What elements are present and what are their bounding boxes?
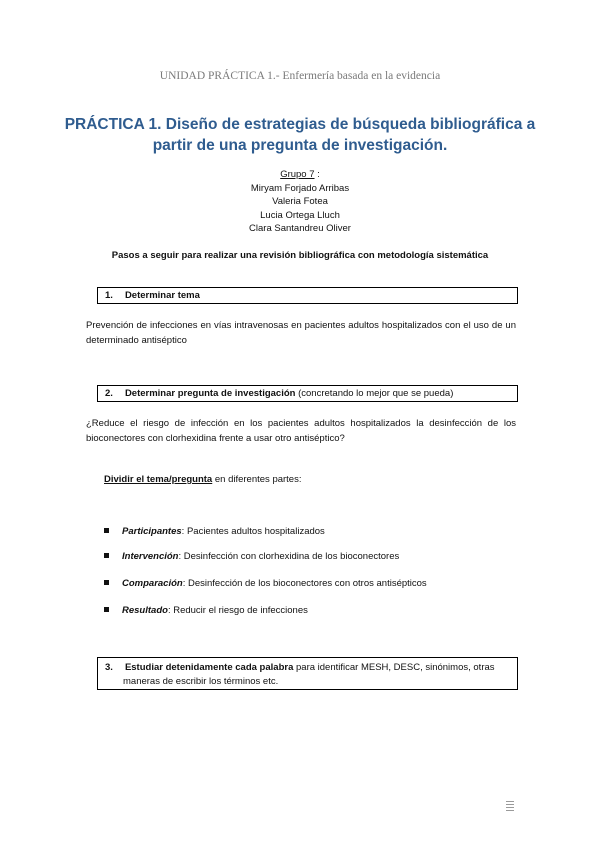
group-suffix: : (314, 169, 320, 180)
page-lines-icon (506, 801, 514, 813)
group-member: Miryam Forjado Arribas (250, 182, 350, 194)
group-member: Valeria Fotea (272, 196, 328, 207)
pico-text: : Desinfección de los bioconectores con otros antisépticos (182, 578, 427, 589)
step1-number: 1. (105, 290, 113, 301)
step3-number: 3. (105, 662, 113, 673)
step3-text-1: para identificar MESH, DESC, sinónimos, otras (293, 662, 495, 673)
list-item (104, 578, 427, 589)
list-item (104, 526, 325, 537)
divide-line (104, 472, 524, 487)
title-line-2: partir de una pregunta de investigación. (152, 137, 448, 154)
step2-note: (concretando lo mejor que se pueda) (295, 388, 454, 399)
steps-heading: Pasos a seguir para realizar una revisión bibliográfica con metodología sistemática (111, 250, 489, 261)
pico-label: Intervención (122, 551, 179, 562)
step2-box (97, 385, 518, 402)
title-line-1: PRÁCTICA 1. Diseño de estrategias de búsqueda bibliográfica a (64, 116, 536, 133)
step2-number: 2. (105, 388, 113, 399)
square-bullet-icon (104, 607, 109, 612)
divide-emphasis: Dividir el tema/pregunta (104, 474, 213, 485)
step2-text: ¿Reduce el riesgo de infección en los pacientes adultos hospitalizados la desinfección de los bioconectores con clorhexidina frente a usar otro antiséptico? (86, 418, 516, 444)
group-label: Grupo 7 (280, 169, 315, 180)
pico-label: Participantes (122, 526, 182, 537)
square-bullet-icon (104, 553, 109, 558)
pico-text: : Desinfección con clorhexidina de los bioconectores (178, 551, 400, 562)
running-header: UNIDAD PRÁCTICA 1.- Enfermería basada en la evidencia (159, 70, 441, 82)
square-bullet-icon (104, 528, 109, 533)
pico-text: : Pacientes adultos hospitalizados (181, 526, 325, 537)
group-member: Clara Santandreu Oliver (249, 223, 351, 234)
step3-line-1 (105, 661, 511, 675)
step3-box (97, 657, 518, 690)
divide-rest: en diferentes partes: (212, 474, 302, 485)
list-item (104, 551, 399, 562)
step1-title: Determinar tema (124, 290, 200, 301)
pico-label: Resultado (122, 605, 168, 616)
page-title (60, 114, 540, 156)
group-block (0, 168, 600, 236)
step1-text: Prevención de infecciones en vías intravenosas en pacientes adultos hospitalizados con el uso de un determinado antiséptico (86, 320, 516, 346)
group-member: Lucia Ortega Lluch (260, 209, 340, 221)
step3-line-2: maneras de escribir los términos etc. (123, 676, 279, 687)
step2-title: Determinar pregunta de investigación (124, 388, 296, 399)
group-heading (0, 168, 600, 182)
step3-title: Estudiar detenidamente cada palabra (124, 662, 294, 673)
step1-box (97, 287, 518, 304)
pico-list (104, 526, 524, 626)
pico-text: : Reducir el riesgo de infecciones (167, 605, 308, 616)
square-bullet-icon (104, 580, 109, 585)
list-item (104, 605, 308, 616)
pico-label: Comparación (122, 578, 183, 589)
